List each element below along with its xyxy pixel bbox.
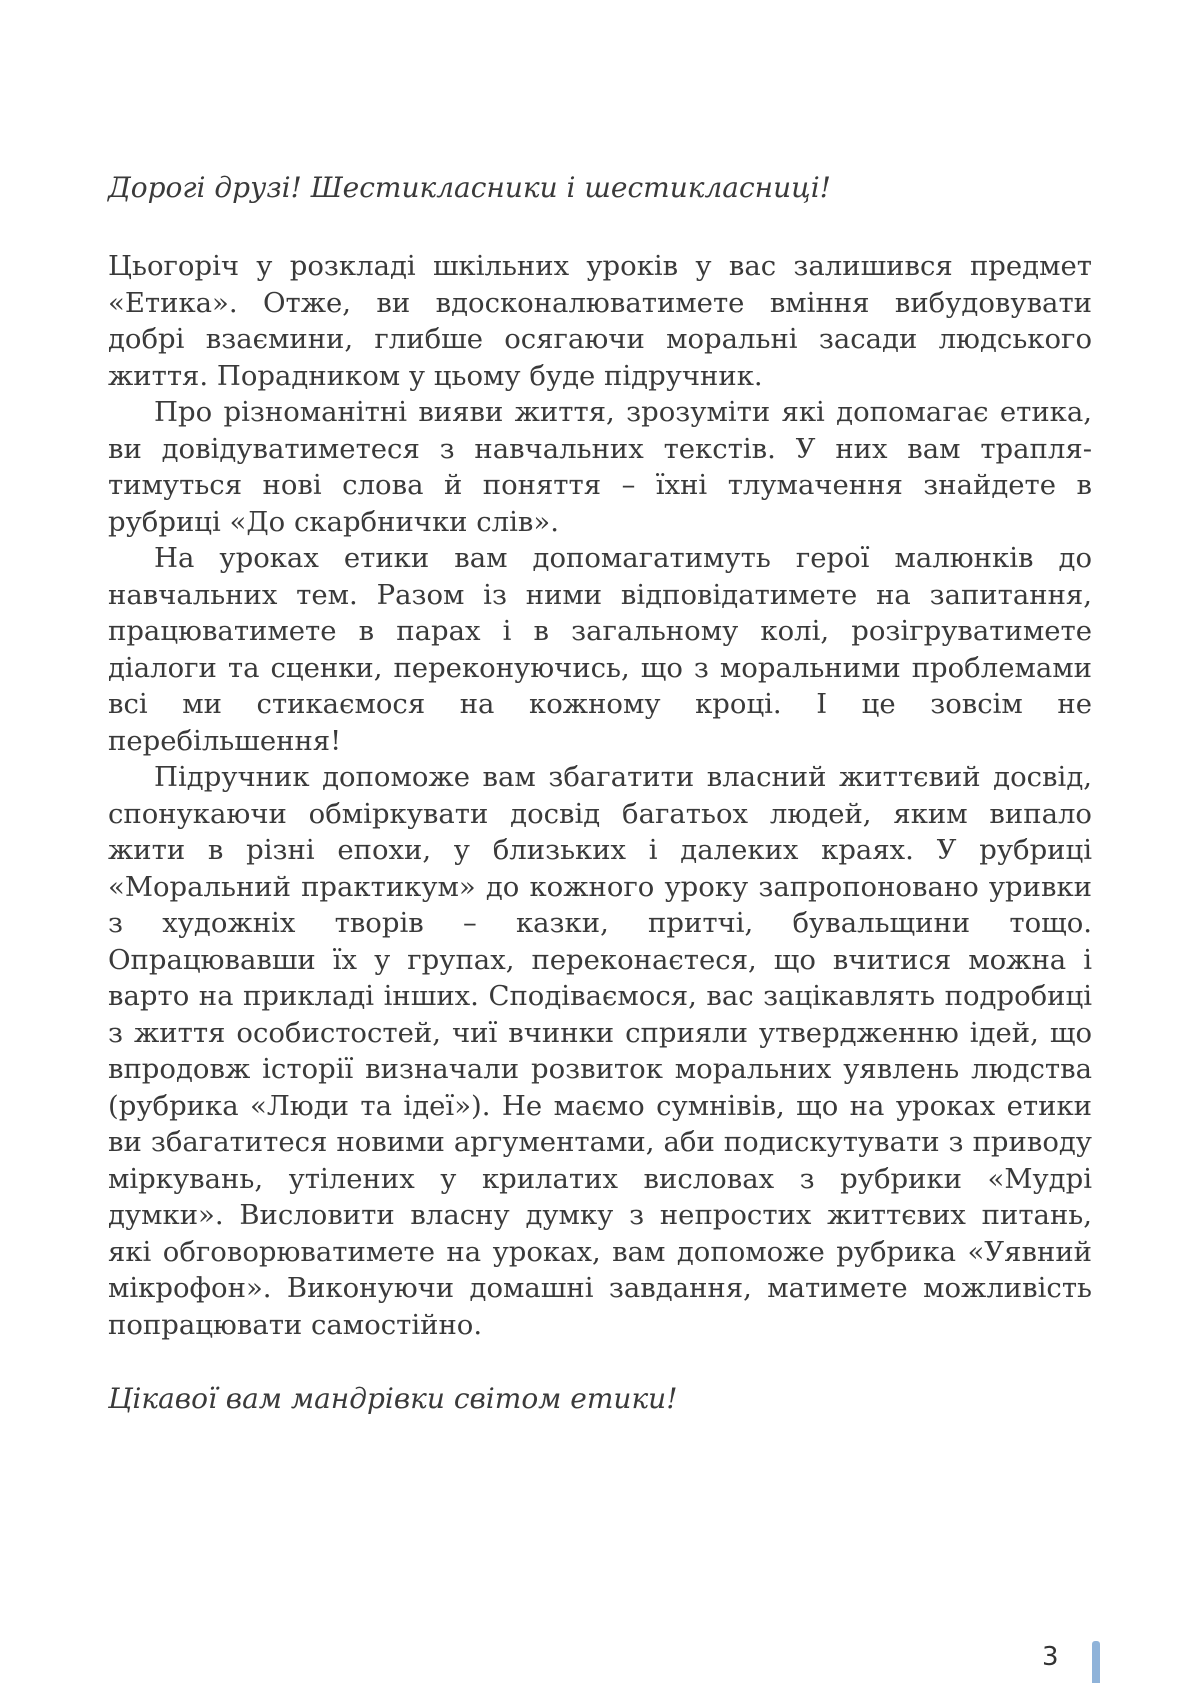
- page-number: 3: [1042, 1642, 1059, 1672]
- paragraph-illustrations: На уроках етики вам допомагатимуть герої малюнків до навчальних тем. Разом із ними відповідатимете на запитання, працюватимете в парах і в загальному колі, розігруватимете діалоги та сценки, переконуючись, що з моральними проблемами всі ми стикаємося на кожному кроці. І це зовсім не перебільшення!: [108, 542, 1092, 757]
- paragraph-intro: Цьогоріч у розкладі шкільних уроків у вас залишився предмет «Етика». Отже, ви вдосконалюватимете вміння вибудовувати добрі взаємини, глибше осягаючи моральні засади людського життя. Порадником у цьому буде підручник.: [108, 250, 1092, 392]
- body-text: [108, 248, 1092, 1343]
- closing-wish: Цікавої вам мандрівки світом етики!: [108, 1382, 678, 1415]
- paragraph-rubrics: Підручник допоможе вам збагатити власний життєвий досвід, спонукаючи обміркувати досвід багатьох людей, яким випало жити в різні епохи, у близьких і далеких краях. У рубриці «Моральний практикум» до кожного уроку запропоновано уривки з художніх творів – казки, притчі, бувальщини тощо. Опрацювавши їх у групах, переконаєтеся, що вчитися можна і варто на прикладі інших. Сподіваємося, вас зацікавлять подробиці з життя особистостей, чиї вчинки сприяли утвердженню ідей, що впродовж історії визначали розвиток моральних уявлень людства (рубрика «Люди та ідеї»). Не маємо сумнівів, що на уроках етики ви збагатитеся новими аргументами, аби подискутувати з приводу міркувань, утілених у крилатих висловах з рубрики «Мудрі думки». Висловити власну думку з непростих життєвих питань, які обговорюватимете на уроках, вам допоможе рубрика «Уявний мікрофон». Виконуючи домашні завдання, матимете можливість попрацювати самостійно.: [108, 761, 1092, 1341]
- page-content: [108, 170, 1092, 1417]
- paragraph-texts: Про різноманітні вияви життя, зрозуміти які допомагає етика, ви довідуватиметеся з навчальних текстів. У них вам траплятимуться нові слова й поняття – їхні тлумачення знайдете в рубриці «До скарбнички слів».: [108, 396, 1092, 538]
- page-edge-marker: [1092, 1641, 1100, 1683]
- greeting-heading: Дорогі друзі! Шестикласники і шестикласниці!: [108, 171, 831, 204]
